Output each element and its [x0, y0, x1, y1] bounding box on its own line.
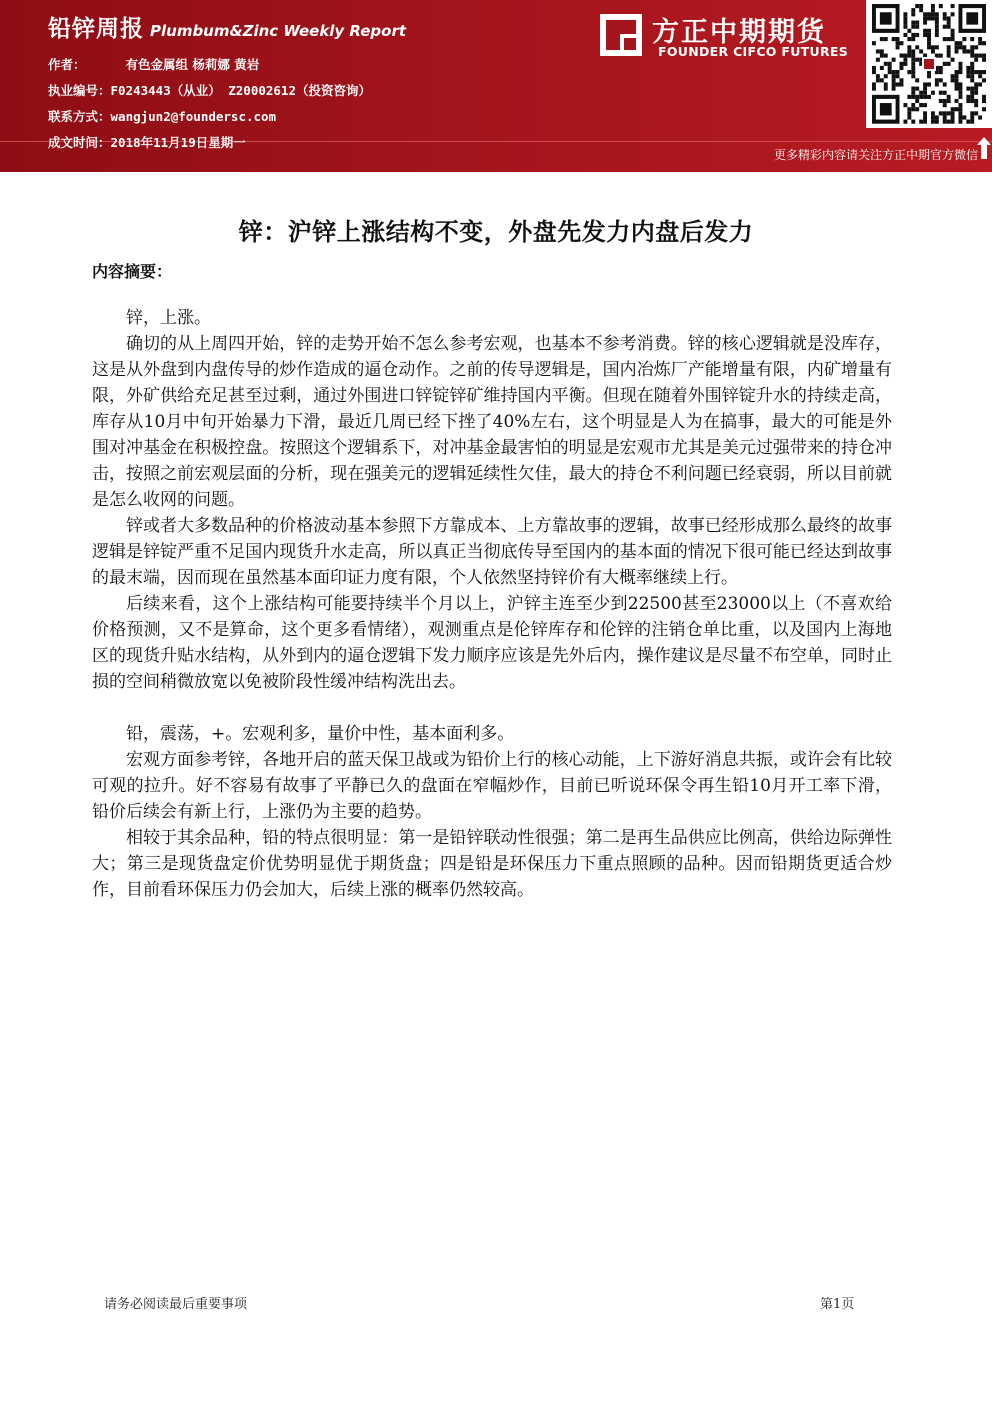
- qr-code-icon: [872, 4, 986, 124]
- author-line: [48, 55, 259, 73]
- paragraph-zinc-verdict: 锌，上涨。: [126, 308, 211, 328]
- date-label: 成文时间：: [48, 135, 111, 150]
- company-logo: [600, 6, 860, 66]
- paragraph-lead-macro: 宏观方面参考锌，各地开启的蓝天保卫战或为铅价上行的核心动能，上下游好消息共振，或许会有比较可观的拉升。好不容易有故事了平静已久的盘面在窄幅炒作，目前已听说环保令再生铅10月开工率下滑，铅价后续会有新上行，上涨仍为主要的趋势。: [92, 750, 892, 822]
- author-value: 有色金属组 杨莉娜 黄岩: [125, 57, 260, 72]
- date-value: 2018年11月19日星期一: [110, 135, 246, 150]
- report-title-cn: 铅锌周报: [48, 16, 144, 42]
- report-title: [48, 10, 406, 43]
- license-value: F0243443（从业） Z20002612（投资咨询）: [110, 83, 371, 98]
- logo-name-en: FOUNDER CIFCO FUTURES: [658, 44, 849, 59]
- founder-logo-icon: [600, 14, 642, 56]
- page-number: 第1页: [820, 1297, 855, 1312]
- up-arrow-icon: [977, 137, 991, 159]
- contact-label: 联系方式：: [48, 109, 111, 124]
- contact-line: [48, 107, 276, 125]
- logo-name-cn: 方正中期期货: [652, 17, 826, 48]
- author-label: 作者：: [48, 57, 86, 72]
- license-line: [48, 81, 371, 99]
- footer-notice: 请务必阅读最后重要事项: [104, 1297, 248, 1312]
- license-label: 执业编号：: [48, 83, 111, 98]
- paragraph-lead-verdict: 铅，震荡，+。宏观利多，量价中性，基本面利多。: [126, 724, 515, 744]
- report-title-en: Plumbum&Zinc Weekly Report: [150, 22, 407, 40]
- paragraph-zinc-logic: 确切的从上周四开始，锌的走势开始不怎么参考宏观，也基本不参考消费。锌的核心逻辑就是没库存，这是从外盘到内盘传导的炒作造成的逼仓动作。之前的传导逻辑是，国内冶炼厂产能增量有限，内矿增量有限，外矿供给充足甚至过剩，通过外围进口锌锭锌矿维持国内平衡。但现在随着外围锌锭升水的持续走高，库存从10月中旬开始暴力下滑，最近几周已经下挫了40%左右，这个明显是人为在搞事，最大的可能是外围对冲基金在积极控盘。按照这个逻辑系下，对冲基金最害怕的明显是宏观市尤其是美元过强带来的持仓冲击，按照之前宏观层面的分析，现在强美元的逻辑延续性欠佳，最大的持仓不利问题已经衰弱，所以目前就是怎么收网的问题。: [92, 334, 892, 510]
- date-line: [48, 133, 246, 151]
- document-title: 锌：沪锌上涨结构不变，外盘先发力内盘后发力: [238, 218, 754, 246]
- qr-code: [866, 0, 992, 128]
- contact-value[interactable]: wangjun2@foundersc.com: [110, 109, 277, 124]
- follow-wechat-text: 更多精彩内容请关注方正中期官方微信: [773, 148, 978, 162]
- summary-content: [92, 305, 892, 903]
- summary-label: 内容摘要：: [92, 262, 173, 281]
- paragraph-zinc-story: 锌或者大多数品种的价格波动基本参照下方靠成本、上方靠故事的逻辑，故事已经形成那么最终的故事逻辑是锌锭严重不足国内现货升水走高，所以真正当彻底传导至国内的基本面的情况下很可能已经达到故事的最末端，因而现在虽然基本面印证力度有限，个人依然坚持锌价有大概率继续上行。: [92, 516, 892, 588]
- paragraph-gap: [92, 695, 892, 721]
- paragraph-lead-features: 相较于其余品种，铅的特点很明显：第一是铅锌联动性很强；第二是再生品供应比例高，供给边际弹性大；第三是现货盘定价优势明显优于期货盘；四是铅是环保压力下重点照顾的品种。因而铅期货更适合炒作，目前看环保压力仍会加大，后续上涨的概率仍然较高。: [92, 828, 892, 900]
- paragraph-zinc-outlook: 后续来看，这个上涨结构可能要持续半个月以上，沪锌主连至少到22500甚至23000以上（不喜欢给价格预测，又不是算命，这个更多看情绪），观测重点是伦锌库存和伦锌的注销仓单比重，以及国内上海地区的现货升贴水结构，从外到内的逼仓逻辑下发力顺序应该是先外后内，操作建议是尽量不布空单，同时止损的空间稍微放宽以免被阶段性缓冲结构洗出去。: [92, 594, 892, 692]
- report-header: [0, 0, 992, 172]
